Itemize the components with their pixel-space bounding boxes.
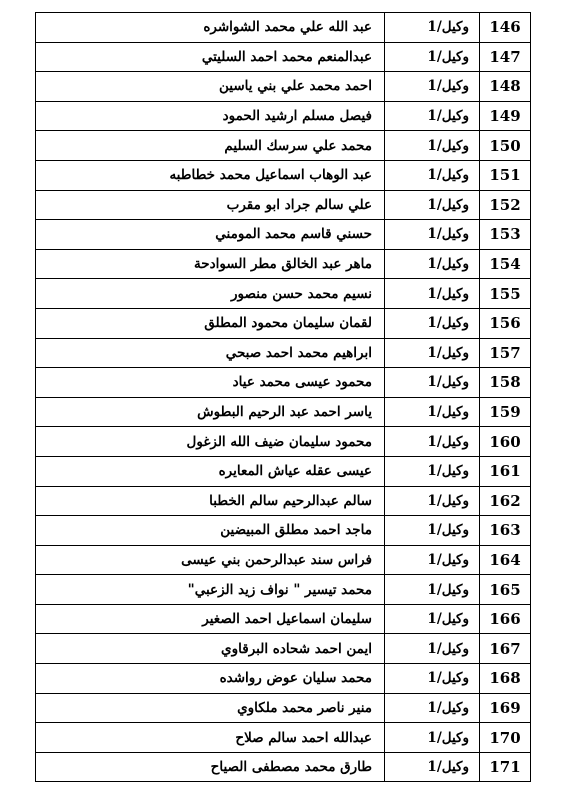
- rank-cell: وكيل/1: [385, 101, 480, 131]
- row-number-cell: 167: [480, 634, 531, 664]
- table-row: [36, 160, 531, 190]
- person-name-cell: عبدالله احمد سالم صلاح: [36, 723, 385, 753]
- rank-cell: وكيل/1: [385, 723, 480, 753]
- rank-cell: وكيل/1: [385, 279, 480, 309]
- rank-cell: وكيل/1: [385, 575, 480, 605]
- row-number-cell: 171: [480, 752, 531, 782]
- row-number-cell: 155: [480, 279, 531, 309]
- table-row: [36, 634, 531, 664]
- row-number-cell: 148: [480, 72, 531, 102]
- person-name-cell: علي سالم جراد ابو مقرب: [36, 190, 385, 220]
- rank-cell: وكيل/1: [385, 368, 480, 398]
- person-name-cell: حسني قاسم محمد المومني: [36, 220, 385, 250]
- table-row: [36, 220, 531, 250]
- table-row: [36, 456, 531, 486]
- row-number-cell: 146: [480, 13, 531, 43]
- person-name-cell: نسيم محمد حسن منصور: [36, 279, 385, 309]
- row-number-cell: 160: [480, 427, 531, 457]
- person-name-cell: عبد الوهاب اسماعيل محمد خطاطبه: [36, 160, 385, 190]
- person-name-cell: محمد تيسير " نواف زيد الزعبي": [36, 575, 385, 605]
- person-name-cell: عيسى عقله عياش المعايره: [36, 456, 385, 486]
- rank-cell: وكيل/1: [385, 486, 480, 516]
- person-name-cell: ابراهيم محمد احمد صبحي: [36, 338, 385, 368]
- rank-cell: وكيل/1: [385, 220, 480, 250]
- table-row: [36, 575, 531, 605]
- rank-cell: وكيل/1: [385, 160, 480, 190]
- row-number-cell: 161: [480, 456, 531, 486]
- rank-cell: وكيل/1: [385, 545, 480, 575]
- person-name-cell: لقمان سليمان محمود المطلق: [36, 308, 385, 338]
- person-name-cell: سالم عبدالرحيم سالم الخطبا: [36, 486, 385, 516]
- rank-cell: وكيل/1: [385, 249, 480, 279]
- rank-cell: وكيل/1: [385, 752, 480, 782]
- row-number-cell: 158: [480, 368, 531, 398]
- row-number-cell: 149: [480, 101, 531, 131]
- table-row: [36, 190, 531, 220]
- row-number-cell: 168: [480, 664, 531, 694]
- person-name-cell: محمود سليمان ضيف الله الزغول: [36, 427, 385, 457]
- person-name-cell: ماهر عبد الخالق مطر السوادحة: [36, 249, 385, 279]
- rank-cell: وكيل/1: [385, 604, 480, 634]
- person-name-cell: طارق محمد مصطفى الصياح: [36, 752, 385, 782]
- person-name-cell: منير ناصر محمد ملكاوي: [36, 693, 385, 723]
- table-row: [36, 693, 531, 723]
- table-row: [36, 486, 531, 516]
- table-row: [36, 72, 531, 102]
- row-number-cell: 165: [480, 575, 531, 605]
- personnel-table: [35, 12, 531, 782]
- table-row: [36, 752, 531, 782]
- person-name-cell: عبدالمنعم محمد احمد السليتي: [36, 42, 385, 72]
- row-number-cell: 162: [480, 486, 531, 516]
- rank-cell: وكيل/1: [385, 664, 480, 694]
- row-number-cell: 150: [480, 131, 531, 161]
- person-name-cell: ماجد احمد مطلق المبيضين: [36, 516, 385, 546]
- row-number-cell: 169: [480, 693, 531, 723]
- table-row: [36, 516, 531, 546]
- table-row: [36, 723, 531, 753]
- rank-cell: وكيل/1: [385, 634, 480, 664]
- row-number-cell: 154: [480, 249, 531, 279]
- person-name-cell: عبد الله علي محمد الشواشره: [36, 13, 385, 43]
- table-row: [36, 279, 531, 309]
- table-row: [36, 249, 531, 279]
- table-row: [36, 545, 531, 575]
- table-row: [36, 338, 531, 368]
- table-row: [36, 42, 531, 72]
- row-number-cell: 156: [480, 308, 531, 338]
- table-row: [36, 13, 531, 43]
- table-row: [36, 368, 531, 398]
- person-name-cell: ياسر احمد عبد الرحيم البطوش: [36, 397, 385, 427]
- table-row: [36, 604, 531, 634]
- personnel-table-container: [35, 12, 531, 782]
- rank-cell: وكيل/1: [385, 308, 480, 338]
- table-row: [36, 427, 531, 457]
- row-number-cell: 163: [480, 516, 531, 546]
- table-row: [36, 131, 531, 161]
- rank-cell: وكيل/1: [385, 338, 480, 368]
- rank-cell: وكيل/1: [385, 397, 480, 427]
- person-name-cell: ايمن احمد شحاده البرقاوي: [36, 634, 385, 664]
- rank-cell: وكيل/1: [385, 72, 480, 102]
- table-row: [36, 397, 531, 427]
- person-name-cell: سليمان اسماعيل احمد الصغير: [36, 604, 385, 634]
- rank-cell: وكيل/1: [385, 13, 480, 43]
- row-number-cell: 152: [480, 190, 531, 220]
- row-number-cell: 151: [480, 160, 531, 190]
- rank-cell: وكيل/1: [385, 427, 480, 457]
- person-name-cell: احمد محمد علي بني ياسين: [36, 72, 385, 102]
- row-number-cell: 153: [480, 220, 531, 250]
- person-name-cell: محمد سليان عوض رواشده: [36, 664, 385, 694]
- table-row: [36, 664, 531, 694]
- rank-cell: وكيل/1: [385, 131, 480, 161]
- personnel-table-body: [36, 13, 531, 782]
- rank-cell: وكيل/1: [385, 693, 480, 723]
- row-number-cell: 157: [480, 338, 531, 368]
- rank-cell: وكيل/1: [385, 190, 480, 220]
- rank-cell: وكيل/1: [385, 42, 480, 72]
- rank-cell: وكيل/1: [385, 456, 480, 486]
- person-name-cell: محمد علي سرسك السليم: [36, 131, 385, 161]
- row-number-cell: 147: [480, 42, 531, 72]
- person-name-cell: فيصل مسلم ارشيد الحمود: [36, 101, 385, 131]
- rank-cell: وكيل/1: [385, 516, 480, 546]
- row-number-cell: 159: [480, 397, 531, 427]
- person-name-cell: فراس سند عبدالرحمن بني عيسى: [36, 545, 385, 575]
- table-row: [36, 308, 531, 338]
- row-number-cell: 170: [480, 723, 531, 753]
- row-number-cell: 164: [480, 545, 531, 575]
- person-name-cell: محمود عيسى محمد عياد: [36, 368, 385, 398]
- row-number-cell: 166: [480, 604, 531, 634]
- table-row: [36, 101, 531, 131]
